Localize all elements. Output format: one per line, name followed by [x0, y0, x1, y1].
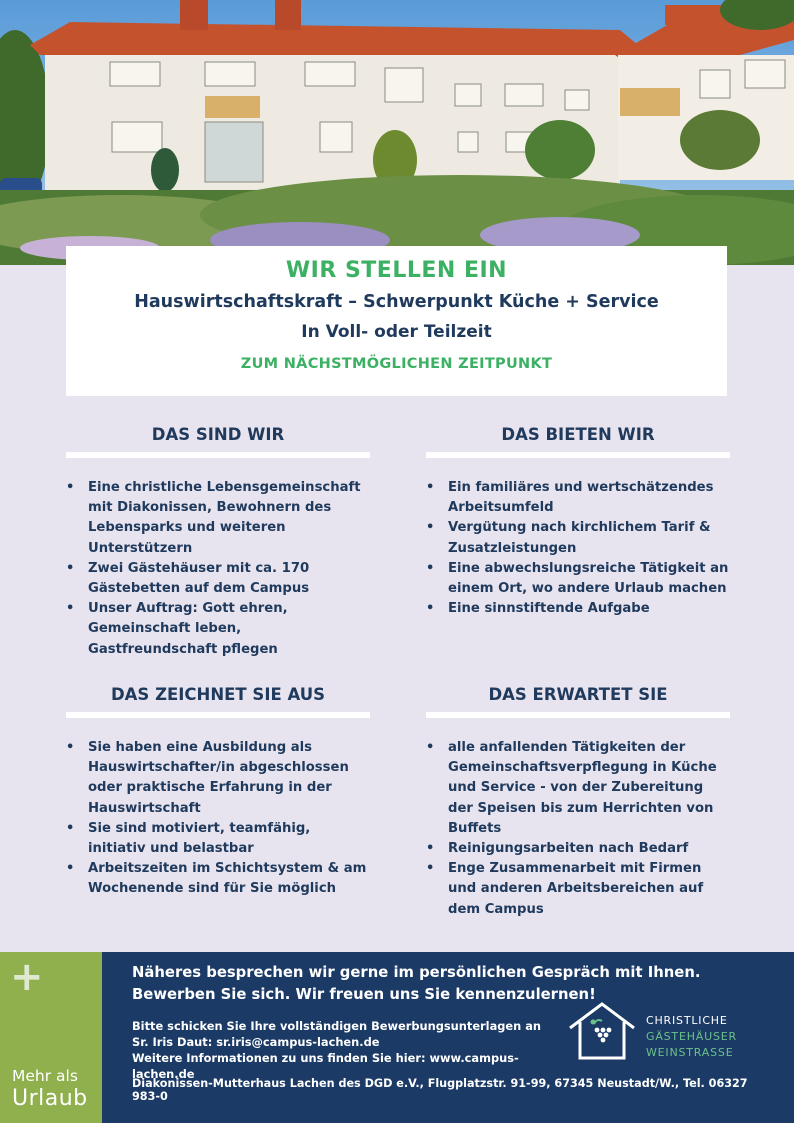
footer-invitation: [132, 962, 752, 1006]
section-heading: DAS BIETEN WIR: [501, 425, 655, 444]
invitation-line-2: Bewerben Sie sich. Wir freuen uns Sie kennenzulernen!: [132, 986, 596, 1003]
application-info: [132, 1018, 572, 1082]
section-das-bieten-wir: [426, 420, 730, 619]
logo-line-2: GÄSTEHÄUSER: [646, 1030, 737, 1043]
list-item: • Sie haben eine Ausbildung als Hauswirtschafter/in abgeschlossen oder praktische Erfahrung in der Hauswirtschaft: [66, 738, 370, 819]
slogan-line-1: Mehr als: [12, 1067, 78, 1085]
start-date: ZUM NÄCHSTMÖGLICHEN ZEITPUNKT: [240, 356, 553, 372]
section-divider: [426, 452, 730, 458]
list-item: • alle anfallenden Tätigkeiten der Gemeinschaftsverpflegung in Küche und Service - von der Zubereitung der Speisen bis zum Herrichten von Buffets: [426, 738, 730, 839]
section-divider: [426, 712, 730, 718]
section-divider: [66, 712, 370, 718]
list-item: • Enge Zusammenarbeit mit Firmen und anderen Arbeitsbereichen auf dem Campus: [426, 859, 730, 920]
logo-line-1: CHRISTLICHE: [646, 1014, 728, 1027]
list-item: • Vergütung nach kirchlichem Tarif & Zusatzleistungen: [426, 518, 730, 558]
footer-address: Diakonissen-Mutterhaus Lachen des DGD e.V., Flugplatzstr. 91-99, 67345 Neustadt/W., Tel. 06327 983-0: [132, 1077, 748, 1103]
slogan-line-2: Urlaub: [12, 1086, 88, 1111]
section-das-sind-wir: [66, 420, 370, 660]
slogan-panel: [0, 952, 102, 1123]
section-list: [66, 478, 370, 660]
list-item: • Reinigungsarbeiten nach Bedarf: [426, 839, 730, 859]
list-item: • Eine christliche Lebensgemeinschaft mit Diakonissen, Bewohnern des Lebensparks und weiteren Unterstützern: [66, 478, 370, 559]
plus-icon: +: [10, 954, 44, 1000]
house-grape-logo-icon: [566, 1000, 638, 1064]
contact-email[interactable]: Sr. Iris Daut: sr.iris@campus-lachen.de: [132, 1035, 380, 1049]
list-item: • Ein familiäres und wertschätzendes Arbeitsumfeld: [426, 478, 730, 518]
section-heading: DAS ERWARTET SIE: [488, 685, 668, 704]
employment-scope: In Voll- oder Teilzeit: [301, 322, 492, 342]
list-item: • Arbeitszeiten im Schichtsystem & am Wochenende sind für Sie möglich: [66, 859, 370, 899]
section-list: [426, 478, 730, 619]
section-list: [426, 738, 730, 920]
title-box: [66, 246, 727, 396]
website-info[interactable]: Weitere Informationen zu uns finden Sie hier: www.campus-lachen.de: [132, 1051, 519, 1081]
list-item: • Eine sinnstiftende Aufgabe: [426, 599, 730, 619]
headline: WIR STELLEN EIN: [285, 258, 508, 283]
footer: [0, 952, 794, 1123]
list-item: • Zwei Gästehäuser mit ca. 170 Gästebetten auf dem Campus: [66, 559, 370, 599]
section-divider: [66, 452, 370, 458]
section-list: [66, 738, 370, 900]
position-title: Hauswirtschaftskraft – Schwerpunkt Küche + Service: [134, 292, 659, 312]
section-heading: DAS ZEICHNET SIE AUS: [110, 685, 326, 704]
list-item: • Unser Auftrag: Gott ehren, Gemeinschaft leben, Gastfreundschaft pflegen: [66, 599, 370, 660]
application-instruction: Bitte schicken Sie Ihre vollständigen Bewerbungsunterlagen an: [132, 1019, 542, 1033]
list-item: • Sie sind motiviert, teamfähig, initiativ und belastbar: [66, 819, 370, 859]
logo-line-3: WEINSTRASSE: [646, 1046, 734, 1059]
section-das-erwartet-sie: [426, 680, 730, 920]
section-das-zeichnet-sie-aus: [66, 680, 370, 900]
invitation-line-1: Näheres besprechen wir gerne im persönlichen Gespräch mit Ihnen.: [132, 964, 701, 981]
list-item: • Eine abwechslungsreiche Tätigkeit an einem Ort, wo andere Urlaub machen: [426, 559, 730, 599]
section-heading: DAS SIND WIR: [151, 425, 285, 444]
hero-photo: [0, 0, 794, 265]
logo-wordmark: [646, 1013, 737, 1061]
